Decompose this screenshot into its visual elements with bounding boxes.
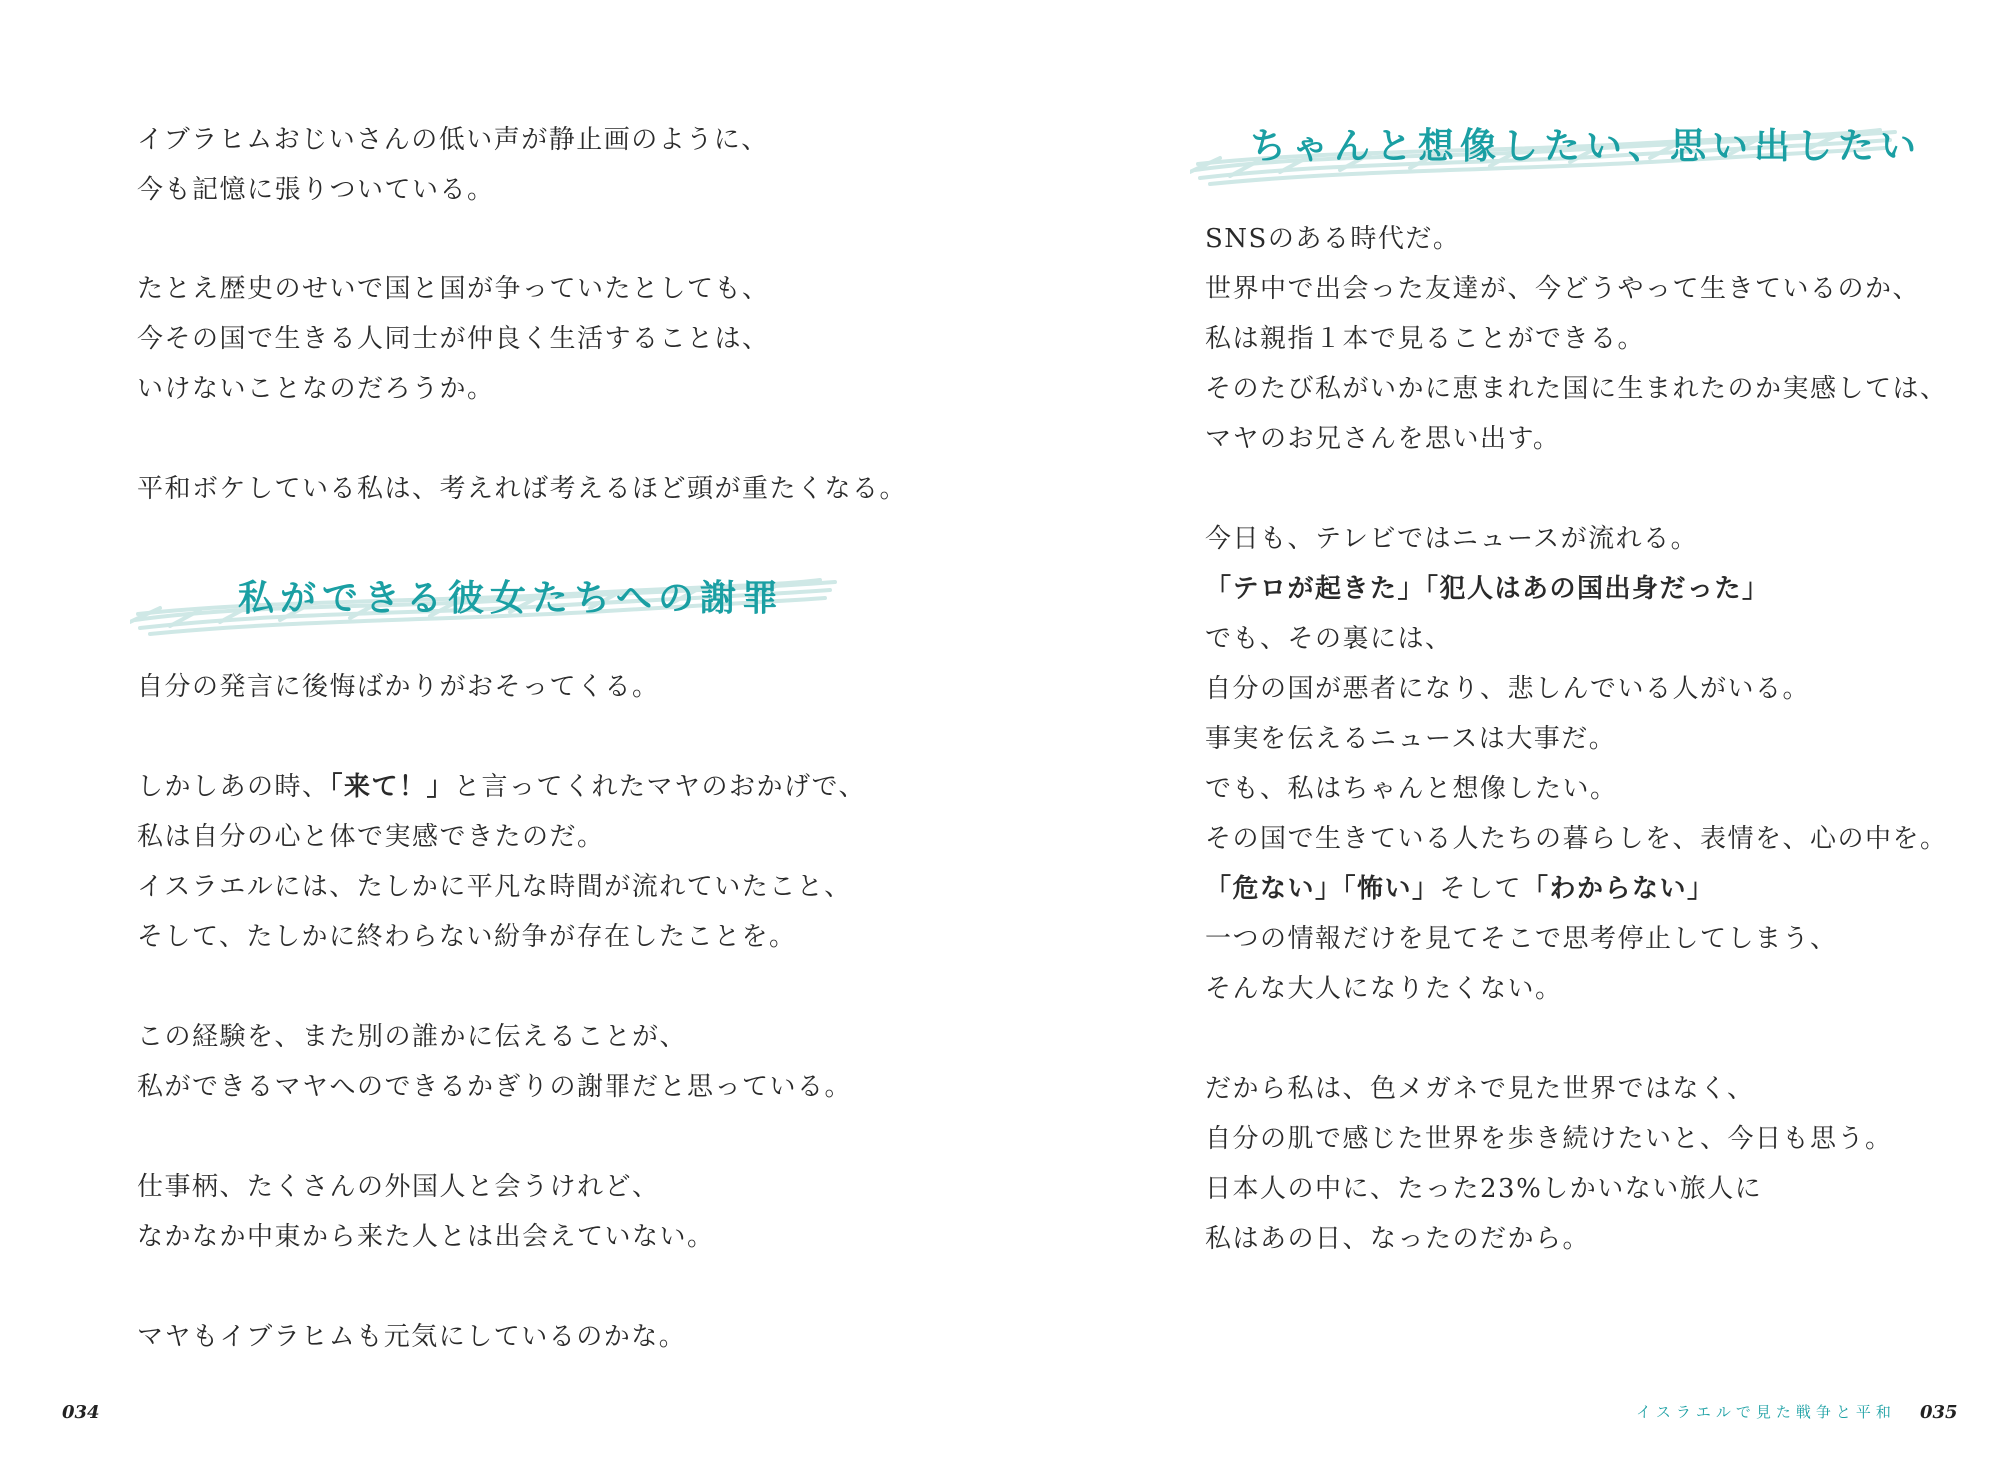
text-line: 今日も、テレビではニュースが流れる。 xyxy=(1205,524,1699,554)
running-head: イスラエルで見た戦争と平和 xyxy=(1636,1403,1896,1421)
text-line: なかなか中東から来た人とは出会えていない。 xyxy=(137,1222,715,1252)
text-line: 私はあの日、なったのだから。 xyxy=(1205,1224,1591,1254)
section-heading-right xyxy=(1190,108,1923,188)
emphasis-quote: 「わからない」 xyxy=(1522,874,1715,904)
text-line-mixed xyxy=(1205,872,1715,906)
page-number-left: 034 xyxy=(62,1402,100,1423)
section-heading-left xyxy=(130,560,840,640)
text-span: しかしあの時、 xyxy=(137,772,330,802)
text-line: SNSのある時代だ。 xyxy=(1205,224,1461,254)
text-line: 自分の発言に後悔ばかりがおそってくる。 xyxy=(137,672,660,702)
text-line: 日本人の中に、たった23%しかいない旅人に xyxy=(1205,1174,1763,1204)
text-line: 私は自分の心と体で実感できたのだ。 xyxy=(137,822,605,852)
text-line: 世界中で出会った友達が、今どうやって生きているのか、 xyxy=(1205,274,1921,304)
text-span: そして xyxy=(1439,874,1523,904)
text-line: 私は親指１本で見ることができる。 xyxy=(1205,324,1646,354)
text-line: この経験を、また別の誰かに伝えることが、 xyxy=(137,1022,688,1052)
text-line: 仕事柄、たくさんの外国人と会うけれど、 xyxy=(137,1172,660,1202)
text-line: そのたび私がいかに恵まれた国に生まれたのか実感しては、 xyxy=(1205,374,1948,404)
text-line: 平和ボケしている私は、考えれば考えるほど頭が重たくなる。 xyxy=(137,474,908,504)
text-line: そんな大人になりたくない。 xyxy=(1205,974,1563,1004)
text-line: 一つの情報だけを見てそこで思考停止してしまう、 xyxy=(1205,924,1838,954)
right-page xyxy=(1000,0,2000,1470)
emphasis-quote: 「危ない」「怖い」 xyxy=(1205,874,1440,904)
text-line: だから私は、色メガネで見た世界ではなく、 xyxy=(1205,1074,1755,1104)
text-line: 自分の国が悪者になり、悲しんでいる人がいる。 xyxy=(1205,674,1811,704)
text-line: たとえ歴史のせいで国と国が争っていたとしても、 xyxy=(137,274,770,304)
text-line: 事実を伝えるニュースは大事だ。 xyxy=(1205,724,1617,754)
text-line: 今も記憶に張りついている。 xyxy=(137,175,495,205)
text-line-mixed xyxy=(137,770,866,804)
emphasis-quote: 「来て！」 xyxy=(329,772,455,802)
page-number-right: 035 xyxy=(1920,1402,1958,1423)
text-line: でも、私はちゃんと想像したい。 xyxy=(1205,774,1618,804)
text-line: 自分の肌で感じた世界を歩き続けたいと、今日も思う。 xyxy=(1205,1124,1893,1154)
text-line: マヤもイブラヒムも元気にしているのかな。 xyxy=(137,1322,687,1352)
text-line: その国で生きている人たちの暮らしを、表情を、心の中を。 xyxy=(1205,824,1948,854)
text-line: マヤのお兄さんを思い出す。 xyxy=(1205,424,1561,454)
text-line: イスラエルには、たしかに平凡な時間が流れていたこと、 xyxy=(137,872,852,902)
text-line: イブラヒムおじいさんの低い声が静止画のように、 xyxy=(137,125,769,155)
text-line: 私ができるマヤへのできるかぎりの謝罪だと思っている。 xyxy=(137,1072,853,1102)
text-line: でも、その裏には、 xyxy=(1205,624,1453,654)
text-line-bold: 「テロが起きた」「犯人はあの国出身だった」 xyxy=(1205,574,1770,604)
section-heading-text: 私ができる彼女たちへの謝罪 xyxy=(238,578,785,619)
text-span: と言ってくれたマヤのおかげで、 xyxy=(454,772,867,802)
text-line: 今その国で生きる人同士が仲良く生活することは、 xyxy=(137,324,770,354)
text-line: そして、たしかに終わらない紛争が存在したことを。 xyxy=(137,922,797,952)
text-line: いけないことなのだろうか。 xyxy=(137,374,495,404)
section-heading-text: ちゃんと想像したい、思い出したい xyxy=(1250,126,1923,167)
